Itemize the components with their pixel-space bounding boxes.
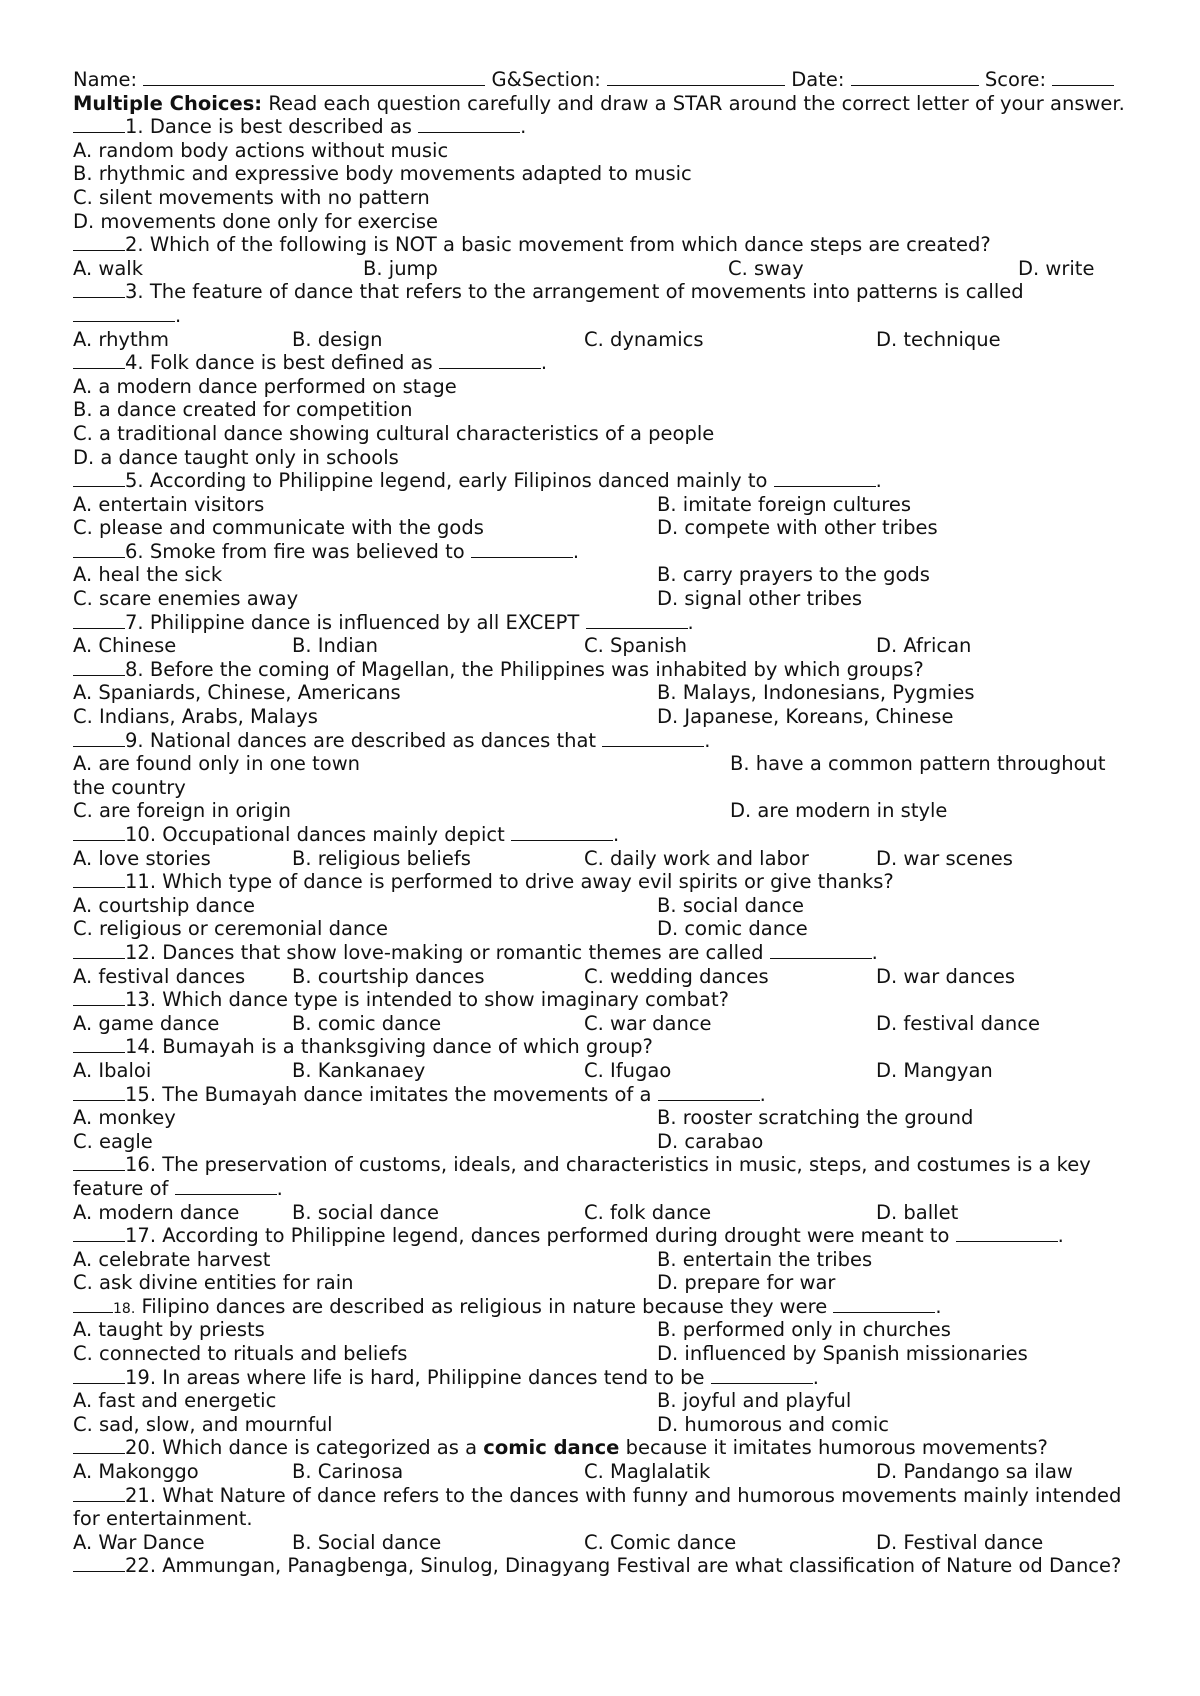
- choice-b: B. religious beliefs: [292, 846, 471, 870]
- choice-d: D. compete with other tribes: [657, 516, 938, 540]
- choice-c: C. silent movements with no pattern: [73, 185, 430, 209]
- choices-row: [73, 587, 1133, 611]
- choice-d: D. influenced by Spanish missionaries: [657, 1342, 1028, 1366]
- question-3: 3. The feature of dance that refers to the arrangement of movements into patterns is called: [73, 280, 1133, 304]
- choice-d: D. a dance taught only in schools: [73, 445, 399, 469]
- choice-d: D. are modern in style: [730, 799, 948, 823]
- choices-row: [73, 563, 1133, 587]
- choice-b: B. a dance created for competition: [73, 398, 413, 422]
- choices-row: [73, 1201, 1133, 1225]
- choice-a: A. entertain visitors: [73, 492, 265, 516]
- answer-blank[interactable]: [73, 1224, 125, 1242]
- answer-blank[interactable]: [73, 729, 125, 747]
- question-6: 6. Smoke from fire was believed to .: [73, 540, 1133, 564]
- fill-blank: [471, 540, 573, 558]
- choices-row: [73, 257, 1133, 281]
- question-7: 7. Philippine dance is influenced by all EXCEPT .: [73, 611, 1133, 635]
- choice-a: A. taught by priests: [73, 1318, 265, 1342]
- choice-d: D. Pandango sa ilaw: [876, 1460, 1073, 1484]
- choices-row: [73, 1342, 1133, 1366]
- choices-row: [73, 894, 1133, 918]
- answer-blank[interactable]: [73, 540, 125, 558]
- choice-d: D. Festival dance: [876, 1530, 1044, 1554]
- choice-a: A. modern dance: [73, 1200, 240, 1224]
- choices-row: [73, 1059, 1133, 1083]
- fill-blank: [511, 823, 613, 841]
- answer-blank[interactable]: [73, 941, 125, 959]
- question-5: 5. According to Philippine legend, early Filipinos danced mainly to .: [73, 469, 1133, 493]
- answer-blank[interactable]: [73, 611, 125, 629]
- answer-blank[interactable]: [73, 280, 125, 298]
- question-14: 14. Bumayah is a thanksgiving dance of which group?: [73, 1035, 1133, 1059]
- choice-b: B. rhythmic and expressive body movements adapted to music: [73, 162, 692, 186]
- question-1: 1. Dance is best described as .: [73, 115, 1133, 139]
- fill-blank: [602, 729, 704, 747]
- choice-c: C. ask divine entities for rain: [73, 1271, 354, 1295]
- choice-c: C. Indians, Arabs, Malays: [73, 705, 318, 729]
- answer-blank[interactable]: [73, 1436, 125, 1454]
- choice-d: D. prepare for war: [657, 1271, 836, 1295]
- question-10: 10. Occupational dances mainly depict .: [73, 823, 1133, 847]
- fill-blank: [833, 1295, 935, 1313]
- choice-d: D. signal other tribes: [657, 587, 863, 611]
- choice-b: B. performed only in churches: [657, 1318, 951, 1342]
- choice-a: A. random body actions without music: [73, 138, 449, 162]
- name-label: Name:: [73, 68, 138, 91]
- choice-a: A. love stories: [73, 846, 211, 870]
- choice-b: B. Social dance: [292, 1530, 442, 1554]
- choice-a: A. heal the sick: [73, 563, 223, 587]
- header-row: [73, 68, 1133, 92]
- answer-blank[interactable]: [73, 823, 125, 841]
- choice-c: C. eagle: [73, 1129, 153, 1153]
- question-2: 2. Which of the following is NOT a basic movement from which dance steps are created?: [73, 233, 1133, 257]
- fill-blank: [439, 351, 541, 369]
- choice-b: B. Carinosa: [292, 1460, 404, 1484]
- choice-c: C. connected to rituals and beliefs: [73, 1342, 408, 1366]
- choices-row: [73, 1106, 1133, 1130]
- question-22: 22. Ammungan, Panagbenga, Sinulog, Dinagyang Festival are what classification of Nature od Dance?: [73, 1554, 1133, 1578]
- choice-c: C. scare enemies away: [73, 587, 299, 611]
- choices-row: [73, 1271, 1133, 1295]
- choice-d: D. write: [1018, 256, 1095, 280]
- choice-c: C. wedding dances: [584, 964, 769, 988]
- question-19: 19. In areas where life is hard, Philippine dances tend to be .: [73, 1366, 1133, 1390]
- choice-b: B. design: [292, 327, 383, 351]
- choices-row: [73, 328, 1133, 352]
- answer-blank[interactable]: [73, 1554, 125, 1572]
- choice-a: A. monkey: [73, 1106, 176, 1130]
- choice-b: B. jump: [363, 256, 438, 280]
- answer-blank[interactable]: [73, 1366, 125, 1384]
- worksheet: Name: G&Section: Date: Score: Multiple Choices: Read each question carefully and draw a STAR around the correct letter of your answer. 1. Dance is best described as . A. random body actions without music B. rhythmic and expressive body movements adapted to music C. silent movements with no pattern D. movements done only for exercise 2. Which of the following is NOT a basic movement from which dance steps are created? A. walk B. jump C. sway D. write 3. The feature of dance that refers to the arrangement of movements into patterns is called . A. rhythm B. design C. dynamics D. technique 4. Folk dance is best defined as . A. a modern dance performed on stage B. a dance created for competition C. a traditional dance showing cultural characteristics of a people D. a dance taught only in schools 5. According to Philippine legend, early Filipinos danced mainly to . A. entertain visitors B. imitate foreign cultures C. please and communicate with the gods D. compete with other tribes 6. Smoke from fire was believed to . A. heal the sick B. carry prayers to the gods C. scare enemies away D. signal other tribes 7. Philippine dance is influenced by all EXCEPT . A. Chinese B. Indian C. Spanish D. African 8. Before the coming of Magellan, the Philippines was inhabited by which groups? A. Spaniards, Chinese, Americans B. Malays, Indonesians, Pygmies C. Indians, Arabs, Malays D. Japanese, Koreans, Chinese 9. National dances are described as dances that . A. are found only in one town B. have a common pattern throughout the country C. are foreign in origin D. are modern in style 10. Occupational dances mainly depict . A. love stories B. religious beliefs C. daily work and labor D. war scenes 11. Which type of dance is performed to drive away evil spirits or give thanks? A. courtship dance B. social dance C. religious or ceremonial dance D. comic dance 12. Dances that show love-making or romantic themes are called . A. festival dances B. courtship dances C. wedding dances D. war dances 13. Which dance type is intended to show imaginary combat? A. game dance B. comic dance C. war dance D. festival dance 14. Bumayah is a thanksgiving dance of which group? A. Ibaloi B. Kankanaey C. Ifugao D. Mangyan 15. The Bumayah dance imitates the movements of a . A. monkey B. rooster scratching the ground C. eagle D. carabao 16. The preservation of customs, ideals, and characteristics in music, steps, and costumes is a key feature of . A. modern dance B. social dance C. folk dance D. ballet 17. According to Philippine legend, dances performed during drought were meant to . A. celebrate harvest B. entertain the tribes C. ask divine entities for rain D. prepare for war 18. Filipino dances are described as religious in nature because they were . A. taught by priests B. performed only in churches C. connected to rituals and beliefs D. influenced by Spanish missionaries 19. In areas where life is hard, Philippine dances tend to be . A. fast and energetic B. joyful and playful C. sad, slow, and mournful D. humorous and comic 20. Which dance is categorized as a comic dance because it imitates humorous movements? A. Makonggo B. Carinosa C. Maglalatik D. Pandango sa ilaw 21. What Nature of dance refers to the dances with funny and humorous movements mainly intended for entertainment. A. War Dance B. Social dance C. Comic dance D. Festival dance 22. Ammungan, Panagbenga, Sinulog, Dinagyang Festival are what classification of Nature od Dance?: [73, 68, 1133, 1578]
- choice-b: B. carry prayers to the gods: [657, 563, 930, 587]
- choice-a: A. War Dance: [73, 1530, 205, 1554]
- question-20: 20. Which dance is categorized as a comic dance because it imitates humorous movements?: [73, 1436, 1133, 1460]
- choices-row: [73, 799, 1133, 823]
- choices-row: [73, 1012, 1133, 1036]
- answer-blank[interactable]: [73, 658, 125, 676]
- answer-blank[interactable]: [73, 233, 125, 251]
- question-9: 9. National dances are described as dances that .: [73, 729, 1133, 753]
- choice-b: B. rooster scratching the ground: [657, 1106, 974, 1130]
- choice-a: A. walk: [73, 256, 144, 280]
- choices-row: [73, 1413, 1133, 1437]
- instructions-title: Multiple Choices:: [73, 91, 263, 115]
- choice-a: A. fast and energetic: [73, 1389, 277, 1413]
- choices-row: [73, 1318, 1133, 1342]
- score-blank[interactable]: [1052, 68, 1114, 86]
- answer-blank[interactable]: [73, 1083, 125, 1101]
- choice-a: A. rhythm: [73, 327, 169, 351]
- choice-a: A. game dance: [73, 1011, 220, 1035]
- choices-row: [73, 917, 1133, 941]
- choice-c: C. Maglalatik: [584, 1460, 711, 1484]
- score-label: Score:: [984, 68, 1047, 91]
- fill-blank: [658, 1083, 760, 1101]
- question-17: 17. According to Philippine legend, dances performed during drought were meant to .: [73, 1224, 1133, 1248]
- instructions: [73, 92, 1133, 116]
- question-16: 16. The preservation of customs, ideals, and characteristics in music, steps, and costumes is a key feature of .: [73, 1153, 1091, 1200]
- choice-c: C. sway: [728, 256, 804, 280]
- choice-c: C. Spanish: [584, 634, 688, 658]
- choice-c: C. please and communicate with the gods: [73, 516, 484, 540]
- choices-row: [73, 705, 1133, 729]
- choice-b: B. social dance: [292, 1200, 439, 1224]
- section-label: G&Section:: [491, 68, 601, 91]
- choice-c: C. daily work and labor: [584, 846, 809, 870]
- choices-row: [73, 1130, 1133, 1154]
- choice-d: D. ballet: [876, 1200, 959, 1224]
- name-blank[interactable]: [143, 68, 485, 86]
- answer-blank[interactable]: [73, 870, 125, 888]
- choice-c: C. Ifugao: [584, 1058, 672, 1082]
- choice-a: A. courtship dance: [73, 893, 255, 917]
- choice-c: C. are foreign in origin: [73, 799, 291, 823]
- answer-blank[interactable]: [73, 988, 125, 1006]
- question-8: 8. Before the coming of Magellan, the Philippines was inhabited by which groups?: [73, 658, 1133, 682]
- choice-d: D. movements done only for exercise: [73, 209, 439, 233]
- question-4: 4. Folk dance is best defined as .: [73, 351, 1133, 375]
- choices-row: [73, 965, 1133, 989]
- choice-c: C. dynamics: [584, 327, 704, 351]
- choice-b: B. Malays, Indonesians, Pygmies: [657, 681, 975, 705]
- date-blank[interactable]: [851, 68, 979, 86]
- choice-c: C. a traditional dance showing cultural characteristics of a people: [73, 421, 715, 445]
- choice-d: D. humorous and comic: [657, 1412, 889, 1436]
- choice-b: B. comic dance: [292, 1011, 442, 1035]
- choice-d: D. technique: [876, 327, 1001, 351]
- choice-d: D. carabao: [657, 1129, 764, 1153]
- choice-d: D. Mangyan: [876, 1058, 993, 1082]
- choice-d: D. comic dance: [657, 917, 808, 941]
- choice-a: A. are found only in one town: [73, 752, 361, 776]
- choice-b: B. Kankanaey: [292, 1058, 426, 1082]
- fill-blank: [175, 1177, 277, 1195]
- choice-b: B. have a common pattern throughout the country: [73, 752, 1106, 799]
- question-15: 15. The Bumayah dance imitates the movements of a .: [73, 1083, 1133, 1107]
- question-21: 21. What Nature of dance refers to the dances with funny and humorous movements mainly intended for entertainment.: [73, 1483, 1122, 1531]
- choice-c: C. war dance: [584, 1011, 712, 1035]
- choices-row: [73, 1531, 1133, 1555]
- instructions-text: Read each question carefully and draw a STAR around the correct letter of your answer.: [268, 91, 1125, 115]
- choice-b: B. Indian: [292, 634, 378, 658]
- choice-d: D. festival dance: [876, 1011, 1041, 1035]
- question-12: 12. Dances that show love-making or romantic themes are called .: [73, 941, 1133, 965]
- choice-d: D. African: [876, 634, 972, 658]
- choice-d: D. war scenes: [876, 846, 1013, 870]
- question-18: 18. Filipino dances are described as religious in nature because they were .: [73, 1295, 1133, 1319]
- fill-blank: [956, 1224, 1058, 1242]
- fill-blank: [770, 941, 872, 959]
- choices-row: [73, 634, 1133, 658]
- choices-row: [73, 493, 1133, 517]
- choice-a: A. festival dances: [73, 964, 246, 988]
- choice-b: B. imitate foreign cultures: [657, 492, 912, 516]
- question-11: 11. Which type of dance is performed to drive away evil spirits or give thanks?: [73, 870, 1133, 894]
- choice-c: C. sad, slow, and mournful: [73, 1412, 333, 1436]
- fill-blank: [73, 304, 175, 322]
- section-blank[interactable]: [607, 68, 785, 86]
- question-13: 13. Which dance type is intended to show imaginary combat?: [73, 988, 1133, 1012]
- choice-d: D. Japanese, Koreans, Chinese: [657, 705, 954, 729]
- choice-a: A. a modern dance performed on stage: [73, 374, 457, 398]
- choice-c: C. Comic dance: [584, 1530, 737, 1554]
- fill-blank: [586, 611, 688, 629]
- answer-blank[interactable]: [73, 1295, 113, 1313]
- answer-blank[interactable]: [73, 1484, 125, 1502]
- choices-row: [73, 752, 1133, 799]
- choices-row: [73, 516, 1133, 540]
- fill-blank: [774, 469, 876, 487]
- choice-a: A. Makonggo: [73, 1460, 199, 1484]
- answer-blank[interactable]: [73, 1153, 125, 1171]
- choice-c: C. folk dance: [584, 1200, 712, 1224]
- choice-a: A. Spaniards, Chinese, Americans: [73, 681, 401, 705]
- answer-blank[interactable]: [73, 115, 125, 133]
- answer-blank[interactable]: [73, 351, 125, 369]
- choice-b: B. entertain the tribes: [657, 1247, 873, 1271]
- choice-c: C. religious or ceremonial dance: [73, 917, 388, 941]
- choice-a: A. Chinese: [73, 634, 177, 658]
- choices-row: [73, 1460, 1133, 1484]
- choice-a: A. Ibaloi: [73, 1058, 152, 1082]
- choice-b: B. joyful and playful: [657, 1389, 852, 1413]
- choices-row: [73, 847, 1133, 871]
- choices-row: [73, 681, 1133, 705]
- answer-blank[interactable]: [73, 469, 125, 487]
- choice-d: D. war dances: [876, 964, 1016, 988]
- choice-a: A. celebrate harvest: [73, 1247, 271, 1271]
- date-label: Date:: [791, 68, 845, 91]
- choices-row: [73, 1248, 1133, 1272]
- choices-row: [73, 1389, 1133, 1413]
- fill-blank: [711, 1366, 813, 1384]
- choice-b: B. courtship dances: [292, 964, 485, 988]
- fill-blank: [418, 115, 520, 133]
- choice-b: B. social dance: [657, 893, 804, 917]
- answer-blank[interactable]: [73, 1035, 125, 1053]
